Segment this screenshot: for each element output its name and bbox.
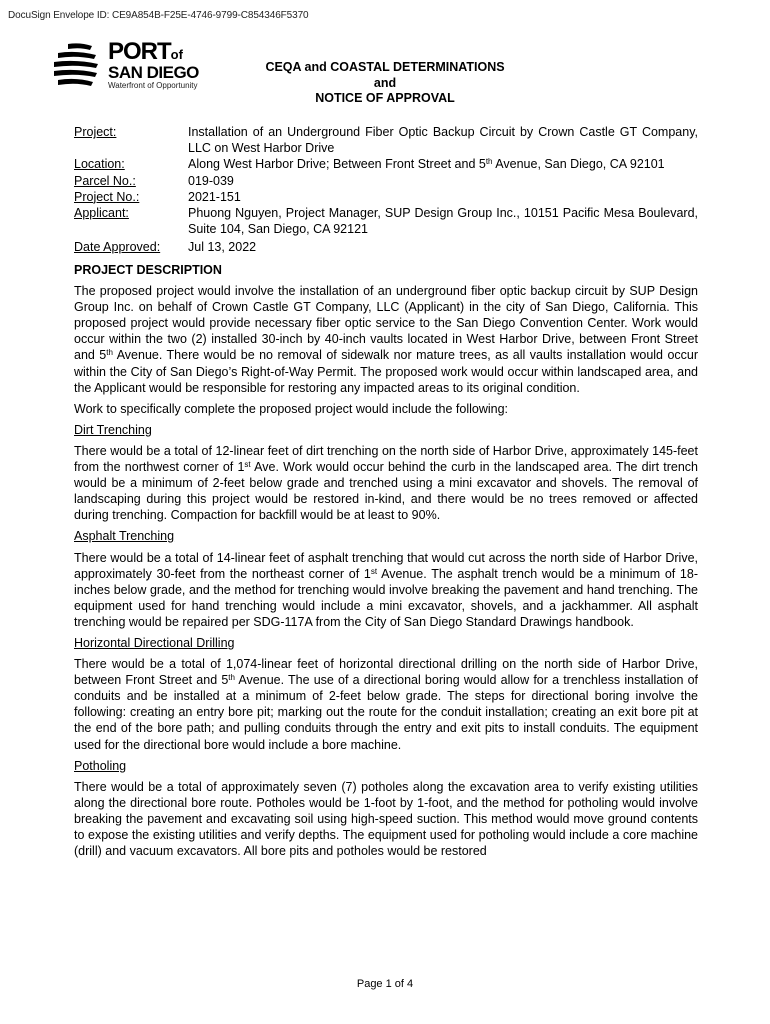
logo-san-diego: SAN DIEGO <box>108 63 199 82</box>
logo-port: PORT <box>108 38 171 65</box>
asphalt-trenching-paragraph: There would be a total of 14-linear feet of asphalt trenching that would cut across the north side of Harbor Drive, approximately 30-feet from the northeast corner of 1st Avenue. The asphalt trench would be a minimum of 18-inches below grade, and the method for trenching would involve breaking the pavement and hand trenching. The equipment used for hand trenching would include a mini excavator, shovels, and a jackhammer. All asphalt trenching would be repaired per SDG-117A from the City of San Diego Standard Drawings handbook. <box>74 550 699 629</box>
project-value: Installation of an Underground Fiber Optic Backup Circuit by Crown Castle GT Company, LLC on West Harbor Drive <box>188 125 698 156</box>
page-number: Page 1 of 4 <box>356 978 414 990</box>
docusign-envelope-id: DocuSign Envelope ID: CE9A854B-F25E-4746-9799-C854346F5370 <box>8 10 309 21</box>
logo-tagline: Waterfront of Opportunity <box>108 81 198 90</box>
subheading-asphalt-trenching: Asphalt Trenching <box>74 529 175 544</box>
port-wave-logo-icon <box>50 40 102 92</box>
date-approved-label: Date Approved: <box>74 240 161 255</box>
intro-paragraph: The proposed project would involve the installation of an underground fiber optic backup circuit by SUP Design Group Inc. on behalf of Crown Castle GT Company, LLC (Applicant) in the city of San Diego, California. This proposed project would provide necessary fiber optic service to the San Diego Convention Center. Work would occur within the two (2) installed 30-inch by 40-inch vaults located in West Harbor Drive, between Front Street and 5th Avenue. There would be no removal of sidewalk nor mature trees, as all vaults installation would occur within the City of San Diego’s Right-of-Way Permit. The proposed work would occur within landscaped area, and the Applicant would be responsible for restoring any impacted areas to its original condition. <box>74 284 699 395</box>
potholing-paragraph: There would be a total of approximately seven (7) potholes along the excavation area to verify existing utilities along the directional bore route. Potholes would be 1-foot by 1-foot, and the method for potholing would involve breaking the pavement and excavating soil using high-speed suction. This method would move ground contents to expose the existing utilities and verify depths. The equipment used for potholing would include a core machine (drill) and vacuum excavators. All bore pits and potholes would be restored <box>74 779 698 859</box>
project-number-value: 2021-151 <box>188 189 241 204</box>
project-row <box>74 124 698 156</box>
project-number-label: Project No.: <box>74 189 140 204</box>
subheading-dirt-trenching: Dirt Trenching <box>74 422 152 437</box>
location-row <box>74 156 698 172</box>
port-of-san-diego-logo <box>50 40 210 92</box>
section-heading: PROJECT DESCRIPTION <box>74 263 222 277</box>
subheading-potholing: Potholing <box>74 758 127 773</box>
dirt-trenching-paragraph: There would be a total of 12-linear feet of dirt trenching on the north side of Harbor Drive, approximately 145-feet from the northwest corner of 1st Ave. Work would occur behind the curb in the landscaped area. The dirt trench would be a minimum of 2-feet below grade and trenched using a mini excavator and shovels. The removal of landscaping during this project would be restored in-kind, and there would be no trees removed or affected during trenching. Compaction for backfill would be at least to 90%. <box>74 443 698 523</box>
title-line-2: and <box>373 75 397 90</box>
title-line-1: CEQA and COASTAL DETERMINATIONS <box>265 60 505 74</box>
logo-of: of <box>170 47 183 62</box>
location-label: Location: <box>74 157 125 172</box>
document-title <box>230 60 540 107</box>
project-description <box>74 262 698 864</box>
subheading-directional-drilling: Horizontal Directional Drilling <box>74 635 235 650</box>
work-list-intro: Work to specifically complete the proposed project would include the following: <box>74 401 509 416</box>
project-number-row <box>74 189 698 205</box>
title-line-3: NOTICE OF APPROVAL <box>315 91 455 105</box>
parcel-label: Parcel No.: <box>74 173 136 188</box>
date-approved-value: Jul 13, 2022 <box>188 240 257 255</box>
directional-drilling-paragraph: There would be a total of 1,074-linear feet of horizontal directional drilling on the north side of Harbor Drive, between Front Street and 5th Avenue. The use of a directional boring would allow for a trenchless installation of conduits and be installed at a minimum of 2-feet below grade. The steps for directional boring involve the following: creating an entry bore pit; marking out the route for the conduit installation; creating an exit bore pit at the end of the bore path; and pulling conduits through the entry and exit pits to install conduits. The equipment used for the directional bore would include a bore machine. <box>74 657 698 752</box>
applicant-value: Phuong Nguyen, Project Manager, SUP Design Group Inc., 10151 Pacific Mesa Boulevard, Suite 104, San Diego, CA 92121 <box>188 206 698 237</box>
project-label: Project: <box>74 125 117 139</box>
location-value: Along West Harbor Drive; Between Front Street and 5th Avenue, San Diego, CA 92101 <box>188 157 665 172</box>
project-info <box>74 124 698 256</box>
applicant-label: Applicant: <box>74 206 129 221</box>
parcel-row <box>74 173 698 189</box>
applicant-row <box>74 205 698 237</box>
date-approved-row <box>74 239 698 255</box>
parcel-value: 019-039 <box>188 173 234 188</box>
